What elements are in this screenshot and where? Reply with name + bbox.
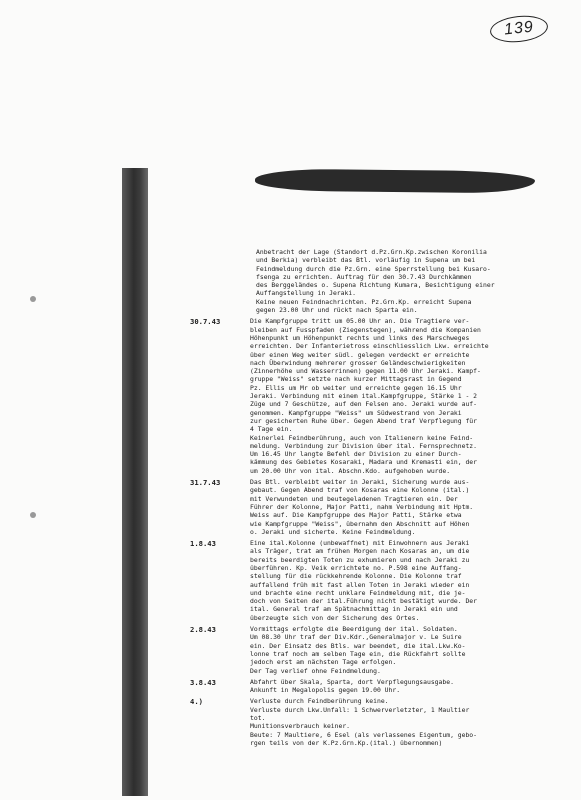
entry-text: Eine ital.Kolonne (unbewaffnet) mit Einwohnern aus Jeraki als Träger, trat am frühen Morgen nach Kosaras an, um die bereits beerdigten Toten zu exhumieren und nach Jeraki zu überführen. Kp. Veik errichtete no. P.598 eine Auffang- stellung für die rückkehrende Kolonne. Die Kolonne traf auffallend früh mit fast allen Toten in Jeraki wieder ein und brachte eine recht unklare Feindmeldung mit, die je- doch von Seiten der ital.Führung nicht bestätigt wurde. Der ital. General traf am Spätnachmittag in Jeraki ein und überzeugte sich von der Sicherung des Ortes. [250, 539, 478, 622]
entry-text: Abfahrt über Skala, Sparta, dort Verpflegungsausgabe. Ankunft in Megalopolis gegen 19.00 Uhr. [250, 677, 454, 695]
scan-binder-mark [255, 169, 535, 194]
entry-text: Vormittags erfolgte die Beerdigung der ital. Soldaten. Um 08.30 Uhr traf der Div.Kdr.,Generalmajor v. Le Suire ein. Der Einsatz des Btls. war beendet, die ital.Lkw.Ko- lonne traf noch am selben Tage ein, die Rückfahrt sollte jedoch erst am nächsten Tage erfolgen. Der Tag verlief ohne Feindmeldung. [250, 625, 466, 675]
diary-entry [198, 248, 570, 314]
entry-text: Verluste durch Feindberührung keine. Verluste durch Lkw.Unfall: 1 Schwerverletzter, 1 Maultier tot. Munitionsverbrauch keiner. Beute: 7 Maultiere, 6 Esel (als verlassenes Eigentum, gebo- rgen teils von der K.Pz.Grn.Kp.(ital.) übernommen) [250, 697, 478, 747]
entry-date: 30.7.43 [190, 317, 221, 327]
diary-entry [190, 478, 570, 536]
entry-date: 4.) [190, 697, 203, 707]
scan-margin-shadow [122, 168, 148, 796]
diary-entry [190, 697, 570, 747]
entry-date: 1.8.43 [190, 539, 216, 549]
war-diary-body [190, 248, 570, 750]
punch-hole-mark [30, 512, 36, 518]
diary-entry [190, 317, 570, 475]
entry-text: Das Btl. verbleibt weiter in Jeraki, Sicherung wurde aus- gebaut. Gegen Abend traf von Kosaras eine Kolonne (ital.) mit Verwundeten und beutegeladenen Tragtieren ein. Der Führer der Kolonne, Major Patti, nahm Verbindung mit Hptm. Weiss auf. Die Kampfgruppe des Major Patti, Stärke etwa wie Kampfgruppe "Weiss", übernahm den Abschnitt auf Höhen o. Jeraki und sicherte. Keine Feindmeldung. [250, 478, 474, 536]
entry-text: Anbetracht der Lage (Standort d.Pz.Grn.Kp.zwischen Koronilia und Berkia) verbleibt das Btl. vorläufig in Supena um bei Feindmeldung durch die Pz.Grn. eine Sperrstellung bei Kusaro- fsenga zu errichten. Auftrag für den 30.7.43 Durchkämmen des Berggeländes o. Supena Richtung Kumara, Besichtigung einer Auffangstellung in Jeraki. Keine neuen Feindnachrichten. Pz.Grn.Kp. erreicht Supena gegen 23.00 Uhr und rückt nach Sparta ein. [256, 248, 495, 315]
entry-date: 2.8.43 [190, 625, 216, 635]
diary-entry [190, 539, 570, 622]
entry-date: 3.8.43 [190, 677, 216, 687]
entry-date: 31.7.43 [190, 478, 221, 488]
diary-entry [190, 677, 570, 695]
page-number-stamp: 139 [489, 13, 549, 45]
punch-hole-mark [30, 296, 36, 302]
diary-entry [190, 625, 570, 675]
entry-text: Die Kampfgruppe tritt um 05.00 Uhr an. Die Tragtiere ver- bleiben auf Fusspfaden (Ziegenstegen), während die Kompanien Höhenpunkt um Höhenpunkt rechts und links des Marschweges erreichten. Der Infanterietross einschliesslich Lkw. erreichte über einen Weg weiter südl. gelegen verdeckt er erreichte nach Überwindung mehrerer grosser Geländeschwierigkeiten (Zinnerhöhe und Wasserrinnen) gegen 11.00 Uhr Jeraki. Kampf- gruppe "Weiss" setzte nach kurzer Mittagsrast in Gegend Pz. Ellis um Mr ob weiter und erreichte gegen 16.15 Uhr Jeraki. Verbindung mit einem ital.Kampfgruppe, Stärke 1 - 2 Züge und 7 Geschütze, auf den Felsen ano. Jeraki wurde auf- genommen. Kampfgruppe "Weiss" um Südwestrand von Jeraki zur gesicherten Ruhe über. Gegen Abend traf Verpflegung für 4 Tage ein. Keinerlei Feindberührung, auch von Italienern keine Feind- meldung. Verbindung zur Division über ital. Fernsprechnetz. Um 16.45 Uhr langte Befehl der Division zu einer Durch- kämmung des Gebietes Kosaraki, Madara und Kremasti ein, der um 20.00 Uhr von ital. Abschn.Kdo. aufgehoben wurde. [250, 317, 489, 475]
